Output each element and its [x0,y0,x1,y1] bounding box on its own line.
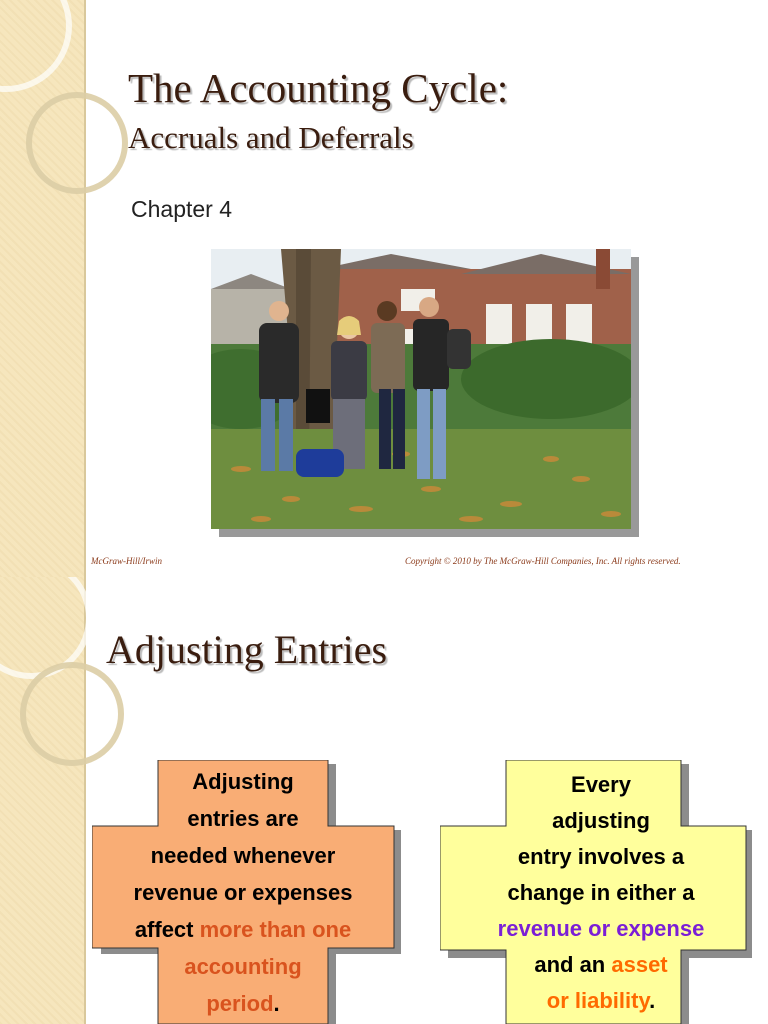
right-callout-line: entry involves a [517,844,685,869]
right-callout-highlight: asset [611,952,668,977]
footer-copyright: Copyright © 2010 by The McGraw-Hill Companies, Inc. All rights reserved. [405,556,681,566]
right-callout-prefix: and an [534,952,612,977]
left-callout-suffix: . [273,991,280,1016]
chapter-label: Chapter 4 [131,196,233,222]
right-callout-line: adjusting [552,808,650,833]
right-callout-line [446,983,756,1019]
decorative-ring [26,92,128,194]
slide-subtitle: Accruals and Deferrals [128,120,414,155]
slide-title-adjusting-entries: Adjusting Entries [106,627,388,672]
right-callout-text [446,767,756,1019]
left-callout-prefix: affect [134,917,200,942]
left-callout-line [92,911,394,948]
right-callout-suffix: . [649,988,656,1013]
left-callout-highlight: accounting [184,954,302,979]
left-callout-line: Adjusting [192,769,294,794]
students-photo-illustration [211,249,631,529]
left-callout-highlight: period [206,991,274,1016]
left-callout-line: needed whenever [150,843,336,868]
left-callout-line: entries are [187,806,299,831]
students-photo [211,249,631,529]
slide-title: The Accounting Cycle: [128,65,509,111]
right-callout-line: Every [571,772,631,797]
right-callout-highlight: revenue or expense [497,916,705,941]
strip-divider [84,0,86,577]
right-callout-line: change in either a [507,880,695,905]
decorative-ring [20,662,124,766]
right-callout-highlight: or liability [546,988,650,1013]
left-callout-line [92,985,394,1022]
footer-publisher: McGraw-Hill/Irwin [91,556,162,566]
left-callout-line: revenue or expenses [133,880,353,905]
right-callout-line [446,947,756,983]
left-callout-highlight: more than one [199,917,352,942]
left-callout-text [92,763,394,1022]
